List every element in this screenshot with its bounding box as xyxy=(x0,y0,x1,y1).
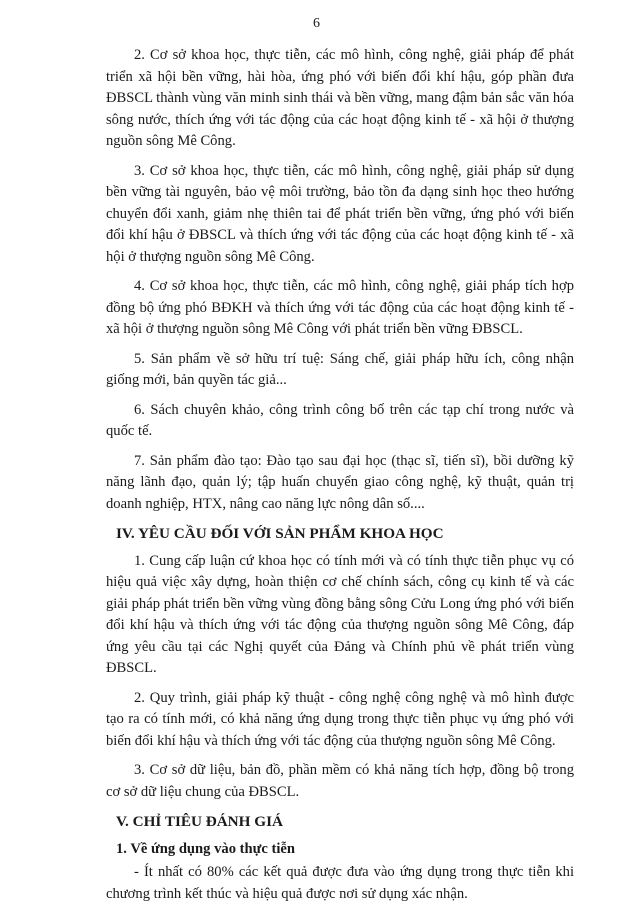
section-iv-paragraph-1: 1. Cung cấp luận cứ khoa học có tính mới và có tính thực tiễn phục vụ có hiệu quả việc xây dựng, hoàn thiện cơ chế chính sách, công cụ kinh tế và các giải pháp phát triển bền vững vùng đồng bằng sông Cửu Long ứng phó với biến đổi khí hậu và thích ứng với tác động của thượng nguồn sông Mê Công, đáp ứng yêu cầu tại các Nghị quyết của Đảng và Chính phủ về phát triển vùng ĐBSCL. xyxy=(106,552,574,676)
paragraph-7: 7. Sản phẩm đào tạo: Đào tạo sau đại học (thạc sĩ, tiến sĩ), bồi dưỡng kỹ năng lãnh đạo, quản lý; tập huấn chuyển giao công nghệ, kỹ thuật, quản trị doanh nghiệp, HTX, nâng cao năng lực nông dân số.... xyxy=(106,452,574,512)
paragraph-4: 4. Cơ sở khoa học, thực tiễn, các mô hình, công nghệ, giải pháp tích hợp đồng bộ ứng phó BĐKH và thích ứng với tác động của các hoạt động kinh tế - xã hội ở thượng nguồn sông Mê Công với phát triển bền vững ĐBSCL. xyxy=(106,278,574,337)
page-number: 6 xyxy=(313,16,320,31)
paragraph-6: 6. Sách chuyên khảo, công trình công bố trên các tạp chí trong nước và quốc tế. xyxy=(106,401,574,439)
section-iv-paragraph-3: 3. Cơ sở dữ liệu, bản đồ, phần mềm có khả năng tích hợp, đồng bộ trong cơ sở dữ liệu chung của ĐBSCL. xyxy=(106,762,574,800)
section-iv-heading: IV. YÊU CẦU ĐỐI VỚI SẢN PHẨM KHOA HỌC xyxy=(116,525,444,542)
paragraph-2: 2. Cơ sở khoa học, thực tiễn, các mô hình, công nghệ, giải pháp để phát triển xã hội bền vững, hài hòa, ứng phó với biến đổi khí hậu, góp phần đưa ĐBSCL thành vùng văn minh sinh thái và bền vững, mang đậm bản sắc văn hóa sông nước, thích ứng với tác động của các hoạt động kinh tế - xã hội ở thượng nguồn sông Mê Công. xyxy=(106,47,574,149)
document-body xyxy=(106,45,574,905)
section-v-subheading: 1. Về ứng dụng vào thực tiễn xyxy=(116,840,296,857)
section-v-heading: V. CHỈ TIÊU ĐÁNH GIÁ xyxy=(116,813,283,830)
section-v-paragraph-1: - Ít nhất có 80% các kết quả được đưa vào ứng dụng trong thực tiễn khi chương trình kết thúc và hiệu quả được nơi sử dụng xác nhận. xyxy=(106,864,574,902)
paragraph-3: 3. Cơ sở khoa học, thực tiễn, các mô hình, công nghệ, giải pháp sử dụng bền vững tài nguyên, bảo vệ môi trường, bảo tồn đa dạng sinh học theo hướng chuyển đổi xanh, giảm nhẹ thiên tai để phát triển bền vững, ứng phó với biến đổi khí hậu ở ĐBSCL và thích ứng với tác động của các hoạt động kinh tế - xã hội ở thượng nguồn sông Mê Công. xyxy=(106,162,574,265)
section-iv-paragraph-2: 2. Quy trình, giải pháp kỹ thuật - công nghệ công nghệ và mô hình được tạo ra có tính mới, có khả năng ứng dụng trong thực tiễn phục vụ ứng phó với biến đổi khí hậu và thích ứng với tác động của thượng nguồn sông Mê Công. xyxy=(106,689,574,749)
paragraph-5: 5. Sản phẩm về sở hữu trí tuệ: Sáng chế, giải pháp hữu ích, công nhận giống mới, bản quyền tác giả... xyxy=(106,350,574,388)
